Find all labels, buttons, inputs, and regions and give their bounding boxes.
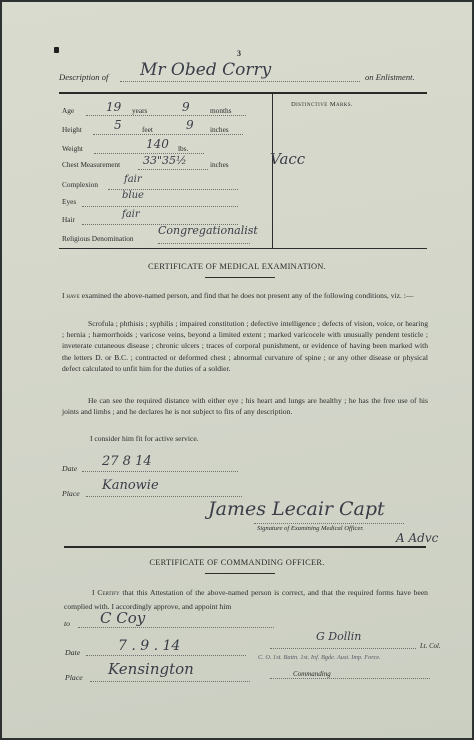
age-years-value: 19 [106,100,122,114]
medical-fitness: He can see the required distance with either eye ; his heart and lungs are healthy ; he has the free use of his joints and limbs ; and he declares he is not subject to fits of any description. [62,396,428,417]
eyes-value: blue [122,190,144,201]
name-rule [120,81,360,82]
co-title: C. O. 1st. Battn. 1st. Inf. Bgde. Aust. Imp. Force. [258,654,381,661]
age-label: Age [62,106,75,115]
medical-heading: CERTIFICATE OF MEDICAL EXAMINATION. [147,262,327,271]
height-feet-unit: feet [142,125,153,134]
medical-conditions: Scrofula ; phthisis ; syphilis ; impaired constitution ; defective intelligence ; defects of vision, voice, or hearing ; hernia ; hæmorrhoids ; varicose veins, beyond a limited extent ; marked varicocele with unusually pendent testicle ; inveterate cutaneous disease ; chronic ulcers ; traces of corporal punishment, or evidence of having been marked with the letters D. or B.C. ; contracted or deformed chest ; abnormal curvature of spine ; or any other disease or physical defect calculated to unfit him for the duties of a soldier. [62,319,428,373]
age-months-value: 9 [182,100,190,114]
attestation-page [2,2,472,738]
page-number: 3 [237,49,241,58]
medical-signature-extra: A Advc [396,531,439,545]
chest-unit: inches [210,160,229,169]
commanding-place-value: Kensington [108,660,194,678]
weight-unit: lbs. [178,144,189,153]
medical-officer-signature: James Lecair Capt [208,498,385,520]
distinctive-marks-value: Vacc [270,150,306,168]
weight-label: Weight [62,144,83,153]
height-inches-unit: inches [210,125,229,134]
religion-label: Religious Denomination [62,234,134,243]
hair-label: Hair [62,215,75,224]
medical-place-label: Place [62,489,80,498]
medical-signature-caption: Signature of Examining Medical Officer. [257,525,364,532]
chest-value: 33"35½ [143,154,187,167]
table-top-rule [59,92,427,94]
enlistee-name: Mr Obed Corry [140,60,272,80]
commanding-date-value: 7 . 9 . 14 [118,638,181,654]
age-months-unit: months [210,106,232,115]
table-divider [272,93,273,248]
medical-consider: I consider him fit for active service. [90,434,199,443]
complexion-label: Complexion [62,180,99,189]
section-divider [64,546,426,548]
eyes-label: Eyes [62,197,77,206]
commanding-place-label: Place [65,673,83,682]
complexion-value: fair [124,174,142,185]
height-inches-value: 9 [186,118,194,132]
weight-value: 140 [146,137,169,151]
height-label: Height [62,125,82,134]
description-suffix: on Enlistment. [365,72,415,82]
hair-value: fair [122,209,140,220]
religion-value: Congregationalist [158,224,258,237]
commanding-heading: CERTIFICATE OF COMMANDING OFFICER. [149,558,325,567]
medical-date-label: Date [62,464,78,473]
punch-hole [54,47,59,53]
commanding-body: I Certify that this Attestation of the above-named person is correct, and that the required forms have been complied with. I accordingly approve, and appoint him [64,588,428,611]
medical-intro: I have examined the above-named person, and find that he does not present any of the following conditions, viz. :— [62,291,414,300]
medical-date-value: 27 8 14 [102,454,152,469]
commanding-to-label: to [64,619,71,628]
co-rank: Lt. Col. [420,643,441,650]
chest-label: Chest Measurement [62,160,121,169]
age-years-unit: years [132,106,148,115]
commanding-date-label: Date [65,648,81,657]
height-feet-value: 5 [114,118,122,132]
distinctive-marks-label: Distinctive Marks. [291,101,353,108]
commanding-to-value: C Coy [100,609,146,627]
commanding-caption: Commanding [293,670,331,678]
medical-place-value: Kanowie [102,478,159,493]
co-signature: G Dollin [316,630,362,643]
table-bottom-rule [59,248,427,249]
description-prefix: Description of [59,72,109,82]
